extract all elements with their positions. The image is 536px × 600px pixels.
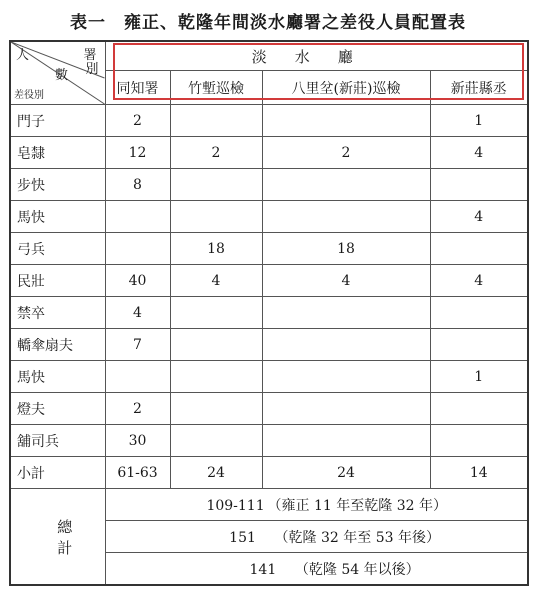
row-label: 燈夫 <box>10 393 105 425</box>
row-label: 民壯 <box>10 265 105 297</box>
table-cell: 30 <box>105 425 170 457</box>
table-cell <box>170 105 262 137</box>
total-value-cell <box>105 489 528 521</box>
table-cell <box>430 297 528 329</box>
table-cell: 4 <box>430 137 528 169</box>
table-cell: 61-63 <box>105 457 170 489</box>
table-row <box>10 137 528 169</box>
table-cell: 24 <box>262 457 430 489</box>
column-header-xinzhuang: 新莊縣丞 <box>430 71 528 105</box>
staff-allocation-table <box>9 40 529 586</box>
table-cell: 18 <box>170 233 262 265</box>
corner-label-ren: 人 <box>16 48 30 63</box>
table-row <box>10 425 528 457</box>
corner-label-chaiyi: 差役別 <box>14 90 44 101</box>
row-label-subtotal: 小計 <box>10 457 105 489</box>
table-cell <box>170 393 262 425</box>
corner-label-shu2: 數 <box>55 68 69 83</box>
table-cell <box>262 169 430 201</box>
table-row <box>10 393 528 425</box>
table-row <box>10 297 528 329</box>
table-cell <box>105 233 170 265</box>
total-value: 141 <box>249 561 277 578</box>
table-cell <box>430 329 528 361</box>
table-row <box>10 105 528 137</box>
total-row <box>10 489 528 521</box>
table-cell <box>262 329 430 361</box>
table-cell <box>170 201 262 233</box>
total-note: （乾隆 32 年至 53 年後） <box>274 529 440 546</box>
row-label: 皂隸 <box>10 137 105 169</box>
table-cell: 18 <box>262 233 430 265</box>
table-cell: 2 <box>105 393 170 425</box>
column-header-zhuqian: 竹塹巡檢 <box>170 71 262 105</box>
table-cell <box>170 297 262 329</box>
table-cell <box>170 425 262 457</box>
header-corner-cell <box>10 41 105 105</box>
row-label: 轎傘扇夫 <box>10 329 105 361</box>
table-cell: 14 <box>430 457 528 489</box>
table-cell: 8 <box>105 169 170 201</box>
total-note: （雍正 11 年至乾隆 32 年） <box>267 497 447 514</box>
table-cell: 1 <box>430 361 528 393</box>
subtotal-row <box>10 457 528 489</box>
table-cell <box>262 393 430 425</box>
table-cell: 1 <box>430 105 528 137</box>
table-cell <box>262 105 430 137</box>
table-cell <box>262 201 430 233</box>
row-label: 馬快 <box>10 201 105 233</box>
corner-label-shu: 署 <box>83 48 97 63</box>
table-cell: 7 <box>105 329 170 361</box>
table-row <box>10 265 528 297</box>
table-cell <box>105 201 170 233</box>
total-value-cell <box>105 553 528 586</box>
table-cell <box>430 425 528 457</box>
row-label: 弓兵 <box>10 233 105 265</box>
table-cell: 4 <box>262 265 430 297</box>
total-label-a: 總 <box>57 517 73 536</box>
table-cell: 2 <box>170 137 262 169</box>
row-label: 步快 <box>10 169 105 201</box>
table-cell: 12 <box>105 137 170 169</box>
column-header-balifen: 八里坌(新莊)巡檢 <box>262 71 430 105</box>
table-cell: 4 <box>430 265 528 297</box>
row-label: 門子 <box>10 105 105 137</box>
group-header-danshui: 淡水廳 <box>105 41 528 71</box>
row-label: 禁卒 <box>10 297 105 329</box>
header-row-group <box>10 41 528 71</box>
total-label-cell <box>10 489 105 586</box>
table-row <box>10 169 528 201</box>
column-header-tongzhi: 同知署 <box>105 71 170 105</box>
table-row <box>10 361 528 393</box>
table-cell: 4 <box>105 297 170 329</box>
table-cell: 24 <box>170 457 262 489</box>
total-value: 151 <box>229 529 256 546</box>
table-cell <box>105 361 170 393</box>
table-cell: 4 <box>170 265 262 297</box>
total-value: 109-111 <box>206 497 265 514</box>
table-cell <box>262 361 430 393</box>
table-cell <box>262 425 430 457</box>
page-title: 表一 雍正、乾隆年間淡水廳署之差役人員配置表 <box>70 13 466 33</box>
table-cell: 40 <box>105 265 170 297</box>
table-cell <box>170 361 262 393</box>
table-cell <box>430 393 528 425</box>
table-cell <box>170 329 262 361</box>
table-row <box>10 233 528 265</box>
total-value-cell <box>105 521 528 553</box>
table-cell <box>262 297 430 329</box>
corner-label-bie: 別 <box>85 62 99 77</box>
table-cell: 4 <box>430 201 528 233</box>
row-label: 舖司兵 <box>10 425 105 457</box>
table-cell <box>430 233 528 265</box>
total-note: （乾隆 54 年以後） <box>294 561 420 578</box>
table-cell: 2 <box>262 137 430 169</box>
table-row <box>10 201 528 233</box>
table-cell <box>170 169 262 201</box>
table-cell <box>430 169 528 201</box>
row-label: 馬快 <box>10 361 105 393</box>
table-cell: 2 <box>105 105 170 137</box>
total-label-b: 計 <box>57 538 73 557</box>
table-row <box>10 329 528 361</box>
